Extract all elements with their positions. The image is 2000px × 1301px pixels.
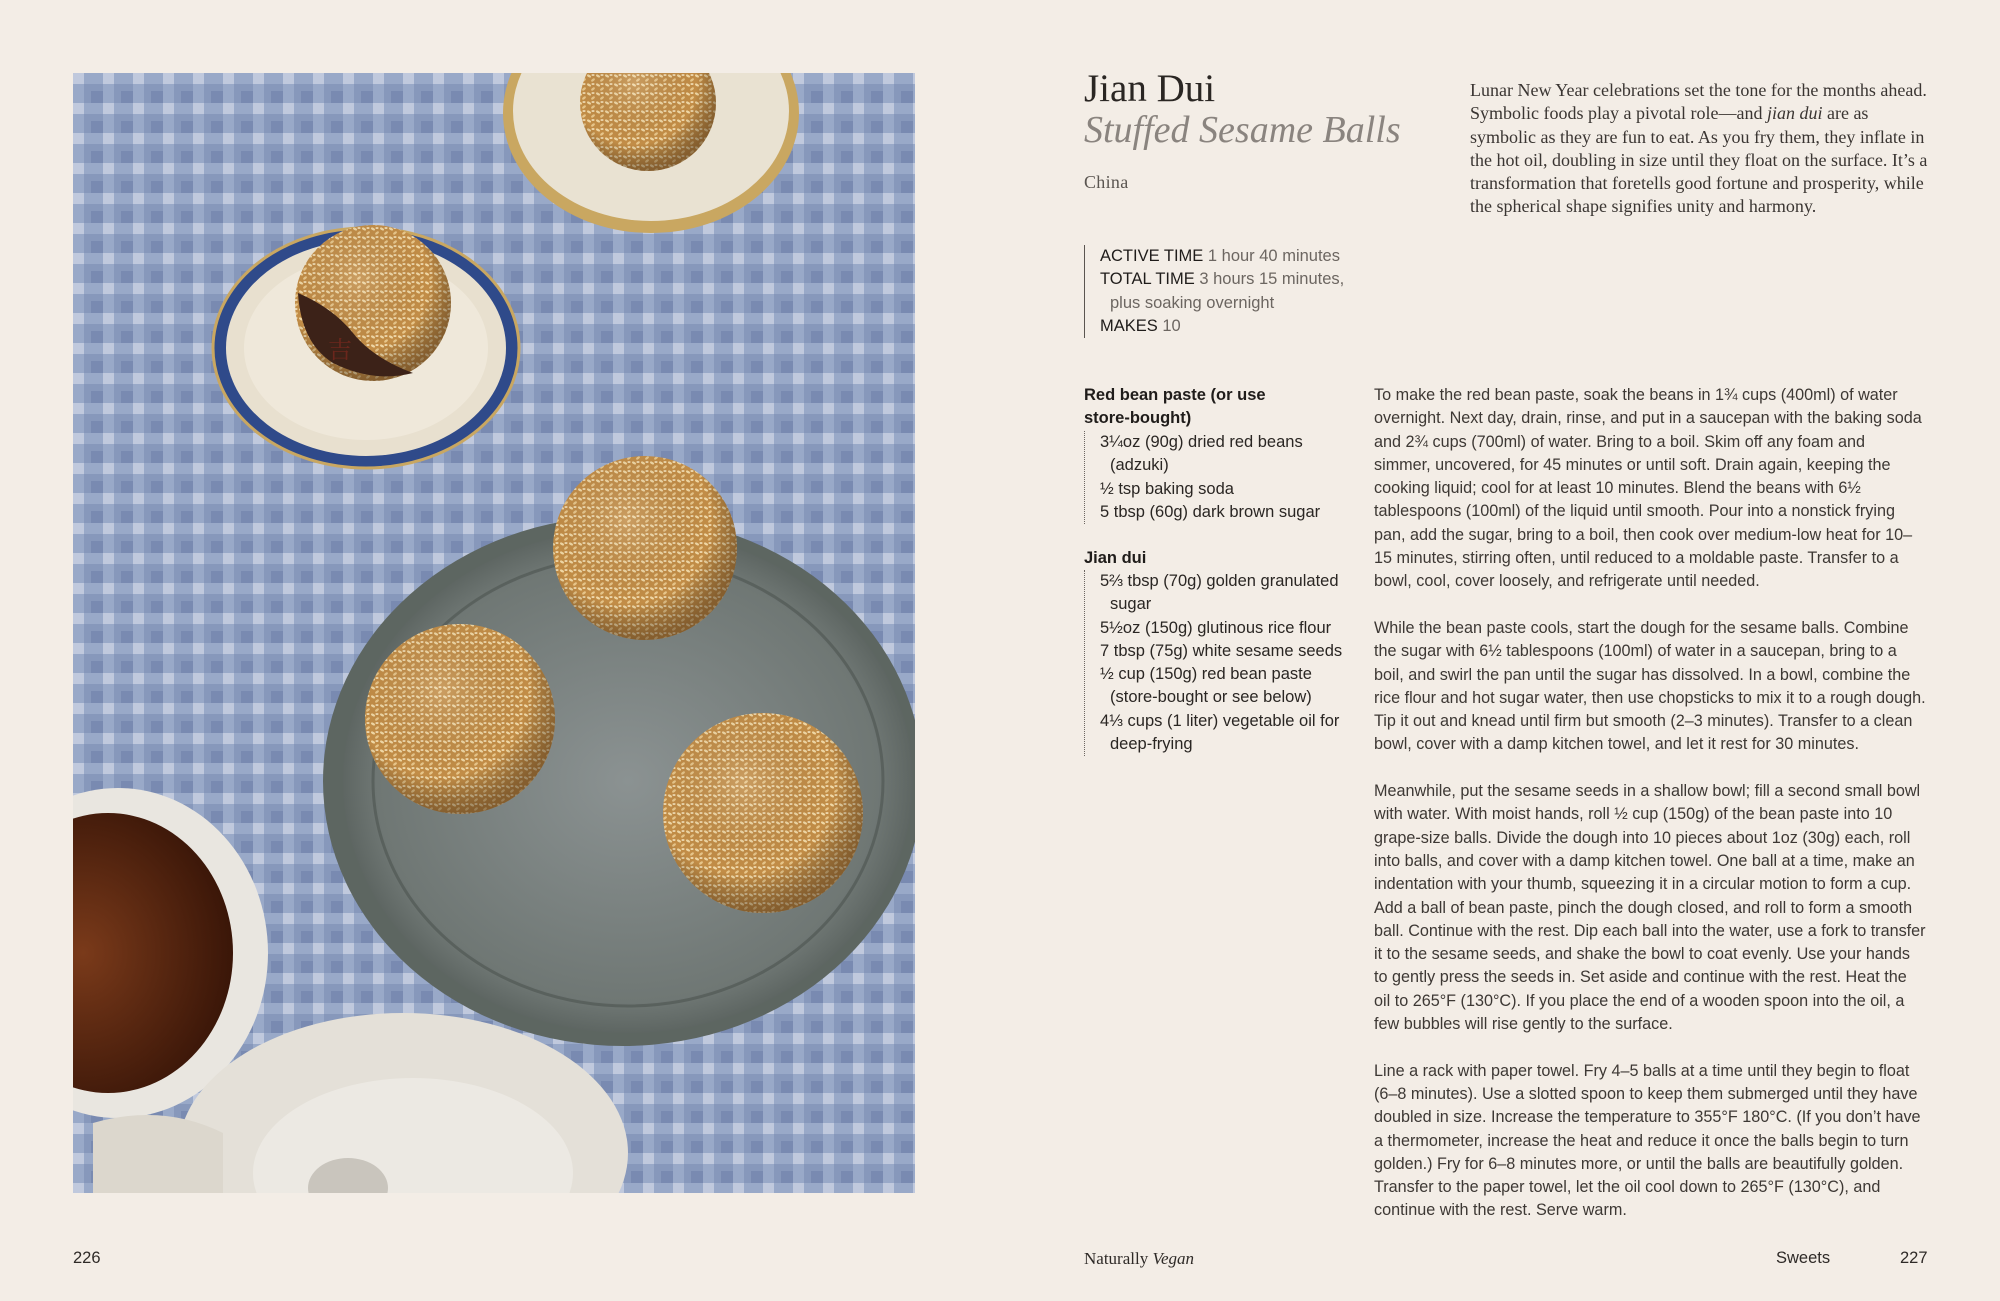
running-head-book bbox=[1084, 1249, 1194, 1269]
recipe-title: Jian Dui bbox=[1084, 67, 1216, 110]
recipe-subtitle: Stuffed Sesame Balls bbox=[1084, 109, 1401, 151]
ingredient-item: 5 tbsp (60g) dark brown sugar bbox=[1100, 502, 1321, 521]
active-time-value: 1 hour 40 minutes bbox=[1207, 247, 1340, 265]
total-time bbox=[1100, 268, 1344, 291]
ingredient-item: 3¼oz (90g) dried red beans (adzuki) bbox=[1100, 433, 1303, 475]
method-step: To make the red bean paste, soak the beans in 1¾ cups (400ml) of water overnight. Next day, drain, rinse, and put in a saucepan with the baking soda and 2¾ cups (700ml) of water. Bring to a boil. Skim off any foam and simmer, uncovered, for 45 minutes or until soft. Drain again, keeping the cooking liquid; cool for at least 10 minutes. Blend the beans with 6½ tablespoons (100ml) of the liquid until smooth. Pour into a nonstick frying pan, add the sugar, bring to a boil, then cook over medium-low heat for 10–15 minutes, stirring often, until reduced to a moldable paste. Transfer to a bowl, cool, cover loosely, and refrigerate until needed. bbox=[1374, 386, 1922, 591]
makes bbox=[1100, 315, 1344, 338]
page-number-right: 227 bbox=[1900, 1249, 1928, 1267]
intro-text-2: are as symbolic as they are fun to eat. As you fry them, they inflate in the hot oil, doubling in size until they float on the surface. It’s a transformation that foretells good fortune and prosperity, while the spherical shape signifies unity and harmony. bbox=[1470, 103, 1928, 217]
method-step: While the bean paste cools, start the dough for the sesame balls. Combine the sugar with 6½ tablespoons (100ml) of water in a saucepan, bring to a boil, and swirl the pan until the sugar has dissolved. In a bowl, combine the rice flour and hot sugar water, then use chopsticks to mix it to a rough dough. Tip it out and knead until firm but smooth (2–3 minutes). Transfer to a clean bowl, cover with a damp kitchen towel, and let it rest for 30 minutes. bbox=[1374, 618, 1926, 754]
recipe-intro bbox=[1470, 79, 1930, 219]
active-time bbox=[1100, 245, 1344, 268]
makes-value: 10 bbox=[1162, 316, 1181, 335]
running-head-section: Sweets bbox=[1776, 1249, 1831, 1267]
ingredient-group-heading: Red bean paste (or use store-bought) bbox=[1084, 386, 1266, 428]
page-number-left: 226 bbox=[73, 1249, 101, 1267]
ingredient-item: 4⅓ cups (1 liter) vegetable oil for deep-frying bbox=[1100, 711, 1340, 754]
recipe-origin: China bbox=[1084, 172, 1129, 192]
timing-block bbox=[1084, 245, 1344, 338]
book-title-emphasis: Vegan bbox=[1152, 1249, 1194, 1268]
ingredient-list-red-bean bbox=[1084, 431, 1360, 524]
total-time-value: 3 hours 15 minutes, bbox=[1199, 270, 1345, 289]
book-title-prefix: Naturally bbox=[1084, 1249, 1149, 1268]
ingredient-item: ½ tsp baking soda bbox=[1100, 479, 1234, 498]
intro-emphasis: jian dui bbox=[1766, 103, 1823, 124]
total-time-label: TOTAL TIME bbox=[1100, 270, 1195, 289]
recipe-photo bbox=[73, 73, 915, 1193]
method-step: Line a rack with paper towel. Fry 4–5 balls at a time until they begin to float (6–8 minutes). Use a slotted spoon to keep them submerged until they have doubled in size. Increase the temperature to 355°F 180°C. (If you don’t have a thermometer, increase the heat and reduce it once the balls begin to turn golden.) Fry for 6–8 minutes more, or until the balls are beautifully golden. Transfer to the paper towel, let the oil cool down to 265°F (130°C), and continue with the rest. Serve warm. bbox=[1374, 1061, 1921, 1220]
makes-label: MAKES bbox=[1100, 316, 1158, 335]
active-time-label: ACTIVE TIME bbox=[1100, 247, 1204, 265]
intro-text-1: Lunar New Year celebrations set the tone for the months ahead. Symbolic foods play a pivotal role—and bbox=[1470, 80, 1927, 124]
method-step: Meanwhile, put the sesame seeds in a shallow bowl; fill a second small bowl with water. With moist hands, roll ½ cup (150g) of the bean paste into 10 grape-size balls. Divide the dough into 10 pieces about 1oz (30g) each, roll into balls, and cover with a damp kitchen towel. One ball at a time, make an indentation with your thumb, squeezing it in a circular motion to form a cup. Add a ball of bean paste, pinch the dough closed, and roll to form a smooth ball. Continue with the rest. Dip each ball into the water, use a fork to transfer it to the sesame seeds, and shake the bowl to coat evenly. Use your hands to gently press the seeds in. Set aside and continue with the rest. Heat the oil to 265°F (130°C). If you place the end of a wooden spoon into the oil, a few bubbles will rise gently to the surface. bbox=[1374, 782, 1926, 1034]
ingredient-item: 7 tbsp (75g) white sesame seeds bbox=[1100, 641, 1343, 660]
ingredient-item: 5½oz (150g) glutinous rice flour bbox=[1100, 618, 1332, 637]
recipe-method bbox=[1374, 384, 1926, 1246]
ingredient-item: 5⅔ tbsp (70g) golden granulated sugar bbox=[1100, 572, 1339, 614]
total-time-extra: plus soaking overnight bbox=[1110, 293, 1275, 312]
ingredient-list-jian-dui bbox=[1084, 570, 1360, 756]
ingredient-item: ½ cup (150g) red bean paste (store-bought or see below) bbox=[1100, 665, 1312, 707]
ingredient-group-heading: Jian dui bbox=[1084, 549, 1147, 567]
svg-text:吉: 吉 bbox=[328, 336, 352, 364]
